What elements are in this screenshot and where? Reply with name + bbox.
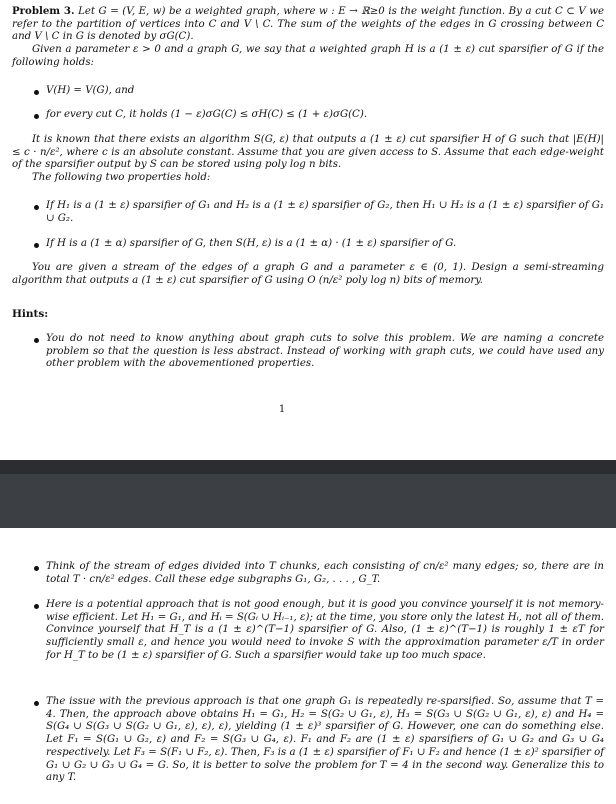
hint-2: Think of the stream of edges divided into T chunks, each consisting of cn/ε² many edges; so, there are in total T · cn/ε² edges. Call these edge subgraphs G₁, G₂, . . . , G_T. xyxy=(46,561,604,585)
bullet-icon xyxy=(34,90,39,95)
pdf-page-2 xyxy=(0,528,616,804)
bullet-icon xyxy=(34,701,39,706)
hint-3: Here is a potential approach that is not good enough, but it is good you convince yourself it is not memory-wise efficient. Let H₁ = G₁, and Hᵢ = S(Gᵢ ∪ Hᵢ₋₁, ε); at the time, you store only the latest Hᵢ, not all of them. Convince yourself that H_T is a (1 ± ε)^(T−1) sparsifier of G. Also, (1 ± ε)^(T−1) is roughly 1 ± εT for sufficiently small ε, and hence you would need to invoke S with the approximation parameter ε/T in order for H_T to be (1 ± ε) sparsifier of G. Such a sparsifier would take up too much space. xyxy=(46,599,604,661)
hints-heading: Hints: xyxy=(12,308,49,320)
page-gap xyxy=(0,460,616,528)
condition-1: V(H) = V(G), and xyxy=(46,85,135,96)
property-2: If H is a (1 ± α) sparsifier of G, then S(H, ε) is a (1 ± α) · (1 ± ε) sparsifier of G. xyxy=(46,238,457,249)
page-gap-band xyxy=(0,460,616,474)
task-statement xyxy=(12,262,604,287)
page-number: 1 xyxy=(278,404,286,415)
property-1: If H₁ is a (1 ± ε) sparsifier of G₁ and H₂ is a (1 ± ε) sparsifier of G₂, then H₁ ∪ H₂ is a (1 ± ε) sparsifier of G₁ ∪ G₂. xyxy=(46,200,604,224)
problem-statement xyxy=(12,5,604,70)
problem-text: Let G = (V, E, w) be a weighted graph, where w : E → ℝ≥0 is the weight function. By a cut C ⊂ V we refer to the partition of vertices into C and V \ C. The sum of the weights of the edges in G crossing between C and V \ C in G is denoted by σG(C). xyxy=(12,6,604,43)
hint-1: You do not need to know anything about graph cuts to solve this problem. We are naming a concrete problem so that the question is less abstract. Instead of working with graph cuts, we could have used any other problem with the abovementioned properties. xyxy=(46,333,604,370)
bullet-icon xyxy=(34,114,39,119)
known-paragraph: It is known that there exists an algorithm S(G, ε) that outputs a (1 ± ε) cut sparsifier H of G such that |E(H)| ≤ c · n/ε², where c is an absolute constant. Assume that you are given access to S. Assume that each edge-weight of the sparsifier output by S can be stored using poly log n bits. xyxy=(12,134,604,171)
definition-text: Given a parameter ε > 0 and a graph G, we say that a weighted graph H is a (1 ± ε) cut sparsifier of G if the following holds: xyxy=(12,44,604,68)
bullet-icon xyxy=(34,604,39,609)
task-text: You are given a stream of the edges of a graph G and a parameter ε ∈ (0, 1). Design a semi-streaming algorithm that outputs a (1 ± ε) cut sparsifier of G using O (n/ε² poly log n) bits of memory. xyxy=(12,262,604,286)
bullet-icon xyxy=(34,205,39,210)
properties-intro: The following two properties hold: xyxy=(32,172,211,184)
condition-2: for every cut C, it holds (1 − ε)σG(C) ≤ σH(C) ≤ (1 + ε)σG(C). xyxy=(46,109,368,120)
hint-4: The issue with the previous approach is that one graph G₁ is repeatedly re-sparsified. So, assume that T = 4. Then, the approach above obtains H₁ = G₁, H₂ = S(G₂ ∪ G₁, ε), H₃ = S(G₃ ∪ S(G₂ ∪ G₁, ε), ε) and H₄ = S(G₄ ∪ S(G₃ ∪ S(G₂ ∪ G₁, ε), ε), ε), yielding (1 ± ε)³ sparsifier of G. However, one can do something else. Let F₁ = S(G₁ ∪ G₂, ε) and F₂ = S(G₃ ∪ G₄, ε). F₁ and F₂ are (1 ± ε) sparsifiers of G₁ ∪ G₂ and G₃ ∪ G₄ respectively. Let F₃ = S(F₁ ∪ F₂, ε). Then, F₃ is a (1 ± ε) sparsifier of F₁ ∪ F₂ and hence (1 ± ε)² sparsifier of G₁ ∪ G₂ ∪ G₃ ∪ G₄ = G. So, it is better to solve the problem for T = 4 in the second way. Generalize this to any T. xyxy=(46,696,604,784)
known-algorithm-text xyxy=(12,134,604,185)
bullet-icon xyxy=(34,243,39,248)
bullet-icon xyxy=(34,566,39,571)
problem-label: Problem 3. xyxy=(12,5,75,17)
bullet-icon xyxy=(34,338,39,343)
